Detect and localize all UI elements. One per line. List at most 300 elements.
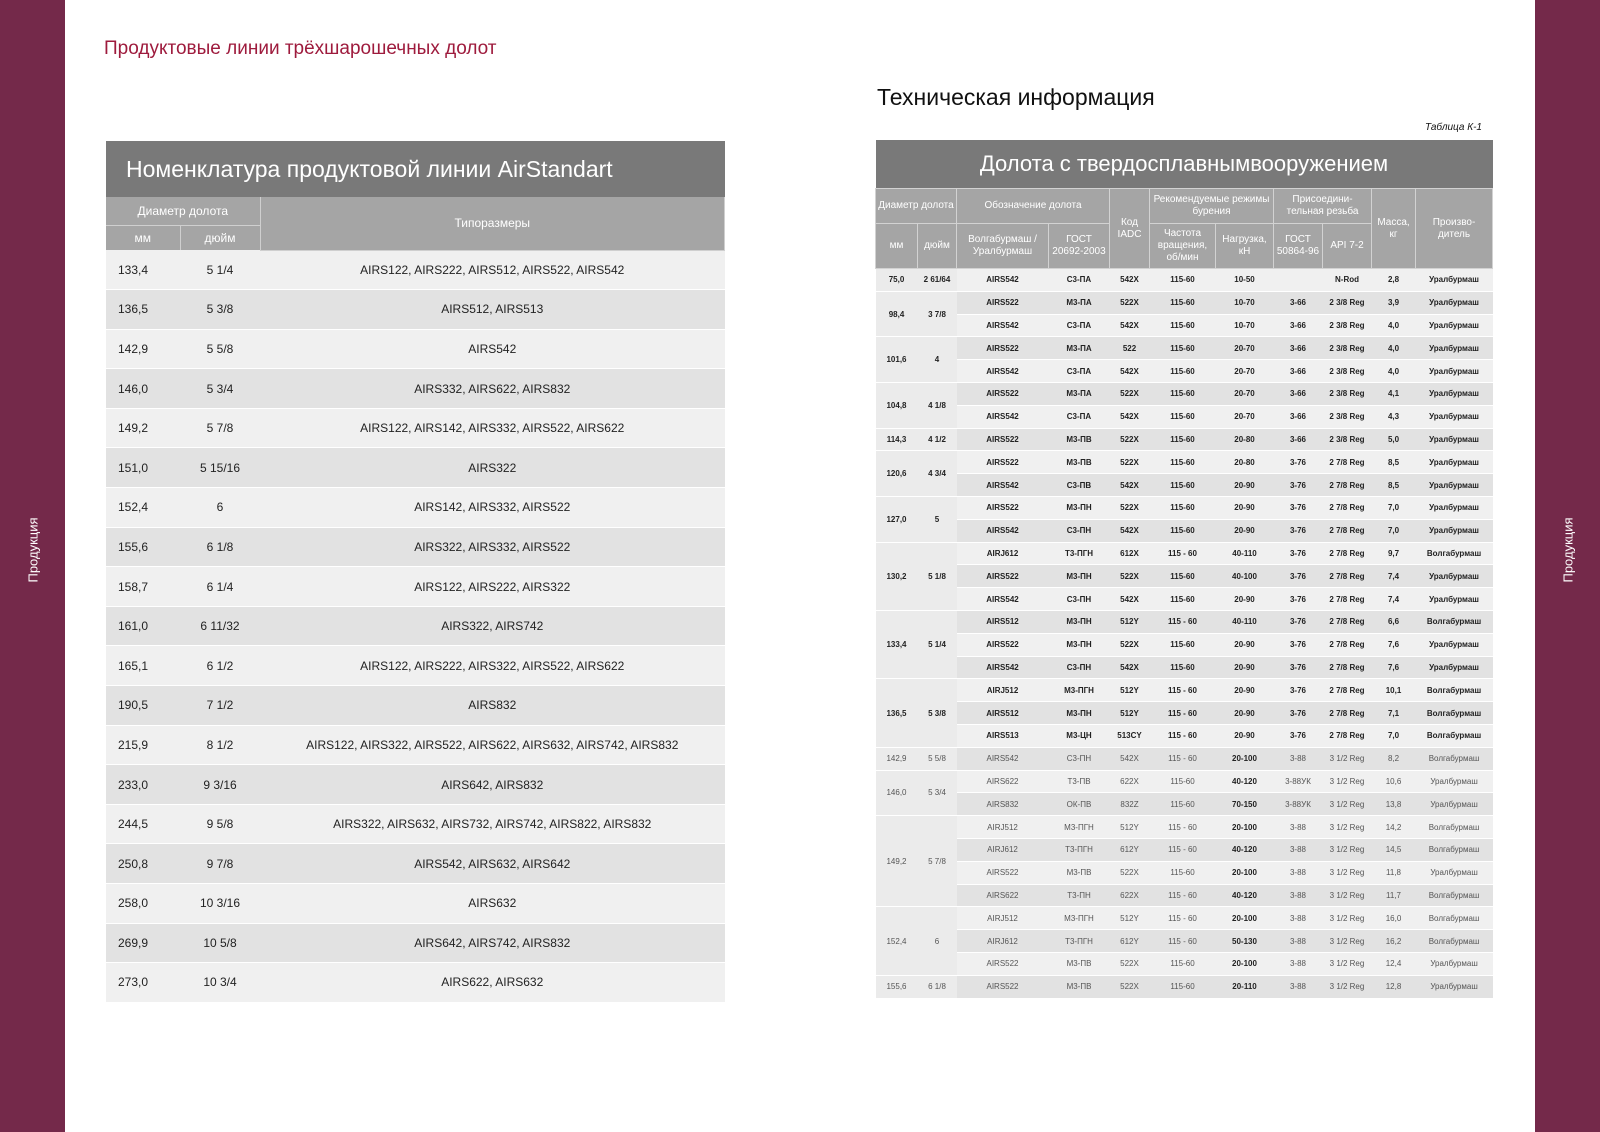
cell-api: 2 3/8 Reg [1323, 405, 1372, 428]
cell-mm: 127,0 [876, 496, 918, 542]
cell-gost: ОК-ПВ [1049, 793, 1110, 816]
table-row [106, 606, 725, 646]
cell-mass: 7,0 [1372, 519, 1416, 542]
cell-model: AIRS542 [957, 405, 1049, 428]
cell-mass: 10,6 [1372, 770, 1416, 793]
cell-inch: 10 5/8 [180, 923, 260, 963]
cell-model: AIRS832 [957, 793, 1049, 816]
cell-mass: 12,8 [1372, 975, 1416, 998]
cell-inch: 5 15/16 [180, 448, 260, 488]
cell-model: AIRS542 [957, 269, 1049, 292]
cell-api: 3 1/2 Reg [1323, 770, 1372, 793]
cell-iadc: 542X [1110, 519, 1150, 542]
cell-inch: 4 [918, 337, 957, 383]
cell-model: AIRS522 [957, 861, 1049, 884]
cell-model: AIRS522 [957, 975, 1049, 998]
cell-maker: Уралбурмаш [1416, 474, 1493, 497]
table-row [876, 496, 1493, 519]
cell-gost: Т3-ПГН [1049, 838, 1110, 861]
cell-iadc: 522X [1110, 975, 1150, 998]
cell-inch: 9 5/8 [180, 804, 260, 844]
cell-gost: М3-ПВ [1049, 975, 1110, 998]
cell-mm: 133,4 [106, 250, 180, 290]
cell-model: AIRS512 [957, 610, 1049, 633]
cell-mass: 8,2 [1372, 747, 1416, 770]
cell-gost: С3-ПА [1049, 269, 1110, 292]
cell-inch: 5 3/4 [918, 770, 957, 816]
col-sizes: Типоразмеры [260, 197, 725, 250]
cell-model: AIRS542 [957, 474, 1049, 497]
cell-rpm: 115-60 [1150, 337, 1216, 360]
table-row [876, 588, 1493, 611]
cell-api: 2 7/8 Reg [1323, 519, 1372, 542]
cell-api: 3 1/2 Reg [1323, 952, 1372, 975]
cell-gost: С3-ПА [1049, 314, 1110, 337]
cell-maker: Уралбурмаш [1416, 633, 1493, 656]
cell-mass: 13,8 [1372, 793, 1416, 816]
cell-maker: Волгабурмаш [1416, 679, 1493, 702]
cell-model: AIRS542 [957, 747, 1049, 770]
table-row [876, 382, 1493, 405]
cell-load: 20-90 [1216, 519, 1274, 542]
cell-maker: Уралбурмаш [1416, 451, 1493, 474]
cell-rpm: 115-60 [1150, 428, 1216, 451]
tech-title: Техническая информация [877, 84, 1155, 110]
table-row [876, 269, 1493, 292]
cell-iadc: 542X [1110, 269, 1150, 292]
tech-table [875, 140, 1493, 999]
cell-mm: 146,0 [876, 770, 918, 816]
cell-sizes: AIRS512, AIRS513 [260, 290, 725, 330]
cell-mm: 244,5 [106, 804, 180, 844]
table-row [876, 816, 1493, 839]
cell-inch: 6 [180, 488, 260, 528]
cell-mass: 7,0 [1372, 724, 1416, 747]
cell-gt: 3-76 [1274, 679, 1323, 702]
cell-sizes: AIRS142, AIRS332, AIRS522 [260, 488, 725, 528]
h-thread: Присоедини-тельная резьба [1274, 189, 1372, 224]
cell-rpm: 115-60 [1150, 382, 1216, 405]
cell-inch: 5 7/8 [918, 816, 957, 907]
cell-maker: Уралбурмаш [1416, 656, 1493, 679]
cell-model: AIRS542 [957, 588, 1049, 611]
cell-rpm: 115 - 60 [1150, 679, 1216, 702]
cell-gost: Т3-ПГН [1049, 542, 1110, 565]
cell-model: AIRS512 [957, 702, 1049, 725]
table-row [106, 725, 725, 765]
cell-inch: 9 3/16 [180, 765, 260, 805]
cell-inch: 4 3/4 [918, 451, 957, 497]
cell-model: AIRS542 [957, 656, 1049, 679]
cell-maker: Волгабурмаш [1416, 610, 1493, 633]
cell-inch: 5 7/8 [180, 408, 260, 448]
cell-gost: М3-ПВ [1049, 451, 1110, 474]
cell-mass: 7,6 [1372, 633, 1416, 656]
cell-inch: 5 1/8 [918, 542, 957, 610]
table-row [876, 519, 1493, 542]
cell-sizes: AIRS122, AIRS222, AIRS512, AIRS522, AIRS542 [260, 250, 725, 290]
cell-load: 20-90 [1216, 656, 1274, 679]
cell-load: 10-50 [1216, 269, 1274, 292]
cell-gt: 3-88 [1274, 884, 1323, 907]
cell-model: AIRJ612 [957, 838, 1049, 861]
cell-maker: Волгабурмаш [1416, 724, 1493, 747]
cell-maker: Уралбурмаш [1416, 405, 1493, 428]
tech-table-body [876, 269, 1493, 999]
table-row [106, 290, 725, 330]
table-row [876, 838, 1493, 861]
cell-load: 40-120 [1216, 884, 1274, 907]
page-heading: Продуктовые линии трёхшарошечных долот [104, 38, 497, 59]
cell-gost: М3-ПВ [1049, 861, 1110, 884]
table-row [106, 804, 725, 844]
cell-load: 70-150 [1216, 793, 1274, 816]
cell-iadc: 512Y [1110, 816, 1150, 839]
cell-inch: 5 1/4 [180, 250, 260, 290]
cell-load: 20-70 [1216, 360, 1274, 383]
cell-inch: 7 1/2 [180, 686, 260, 726]
cell-rpm: 115-60 [1150, 405, 1216, 428]
cell-mass: 2,8 [1372, 269, 1416, 292]
cell-model: AIRS522 [957, 451, 1049, 474]
cell-rpm: 115-60 [1150, 633, 1216, 656]
cell-load: 20-90 [1216, 588, 1274, 611]
cell-gost: М3-ПВ [1049, 428, 1110, 451]
cell-mm: 104,8 [876, 382, 918, 428]
cell-api: 2 7/8 Reg [1323, 610, 1372, 633]
cell-mass: 9,7 [1372, 542, 1416, 565]
cell-mass: 3,9 [1372, 291, 1416, 314]
cell-sizes: AIRS322, AIRS632, AIRS732, AIRS742, AIRS822, AIRS832 [260, 804, 725, 844]
cell-model: AIRJ512 [957, 907, 1049, 930]
cell-iadc: 512Y [1110, 679, 1150, 702]
cell-sizes: AIRS642, AIRS832 [260, 765, 725, 805]
cell-maker: Уралбурмаш [1416, 952, 1493, 975]
cell-mm: 233,0 [106, 765, 180, 805]
cell-gt: 3-88 [1274, 838, 1323, 861]
cell-api: 2 3/8 Reg [1323, 314, 1372, 337]
table-row [876, 656, 1493, 679]
cell-mass: 14,5 [1372, 838, 1416, 861]
cell-iadc: 512Y [1110, 610, 1150, 633]
cell-mass: 11,8 [1372, 861, 1416, 884]
cell-mass: 7,4 [1372, 565, 1416, 588]
cell-maker: Уралбурмаш [1416, 588, 1493, 611]
cell-gost: М3-ПН [1049, 610, 1110, 633]
cell-iadc: 512Y [1110, 907, 1150, 930]
cell-api: 3 1/2 Reg [1323, 975, 1372, 998]
table-row [106, 923, 725, 963]
table-row [876, 360, 1493, 383]
cell-load: 20-90 [1216, 724, 1274, 747]
cell-gt: 3-76 [1274, 702, 1323, 725]
cell-maker: Волгабурмаш [1416, 884, 1493, 907]
cell-inch: 5 3/4 [180, 369, 260, 409]
cell-rpm: 115-60 [1150, 360, 1216, 383]
cell-load: 20-90 [1216, 702, 1274, 725]
cell-mass: 7,4 [1372, 588, 1416, 611]
cell-iadc: 622X [1110, 884, 1150, 907]
cell-rpm: 115-60 [1150, 519, 1216, 542]
cell-gost: М3-ПВ [1049, 952, 1110, 975]
cell-model: AIRS622 [957, 884, 1049, 907]
cell-iadc: 542X [1110, 588, 1150, 611]
cell-inch: 5 [918, 496, 957, 542]
cell-maker: Волгабурмаш [1416, 702, 1493, 725]
cell-inch: 3 7/8 [918, 291, 957, 337]
table-row [876, 702, 1493, 725]
cell-mm: 269,9 [106, 923, 180, 963]
table-row [876, 291, 1493, 314]
cell-gt: 3-88 [1274, 930, 1323, 953]
cell-inch: 4 1/2 [918, 428, 957, 451]
table-row [876, 724, 1493, 747]
cell-model: AIRS522 [957, 428, 1049, 451]
cell-mass: 4,0 [1372, 314, 1416, 337]
table-row [876, 907, 1493, 930]
cell-mass: 16,2 [1372, 930, 1416, 953]
cell-mm: 158,7 [106, 567, 180, 607]
cell-mass: 10,1 [1372, 679, 1416, 702]
cell-inch: 5 3/8 [180, 290, 260, 330]
cell-inch: 5 1/4 [918, 610, 957, 678]
cell-mm: 190,5 [106, 686, 180, 726]
cell-load: 20-80 [1216, 428, 1274, 451]
cell-inch: 2 61/64 [918, 269, 957, 292]
cell-gost: С3-ПА [1049, 360, 1110, 383]
cell-rpm: 115-60 [1150, 291, 1216, 314]
cell-iadc: 513CY [1110, 724, 1150, 747]
cell-api: 3 1/2 Reg [1323, 930, 1372, 953]
cell-iadc: 542X [1110, 314, 1150, 337]
cell-mass: 8,5 [1372, 474, 1416, 497]
table-row [106, 408, 725, 448]
cell-gt: 3-76 [1274, 451, 1323, 474]
cell-gost: М3-ПГН [1049, 816, 1110, 839]
cell-maker: Уралбурмаш [1416, 975, 1493, 998]
cell-gost: М3-ПН [1049, 496, 1110, 519]
cell-maker: Уралбурмаш [1416, 496, 1493, 519]
cell-api: 2 7/8 Reg [1323, 496, 1372, 519]
cell-inch: 6 1/8 [918, 975, 957, 998]
cell-gt: 3-66 [1274, 291, 1323, 314]
cell-gt: 3-76 [1274, 656, 1323, 679]
airstandart-table [106, 141, 725, 1003]
cell-api: 3 1/2 Reg [1323, 861, 1372, 884]
cell-api: 2 7/8 Reg [1323, 542, 1372, 565]
cell-gost: Т3-ПН [1049, 884, 1110, 907]
cell-maker: Волгабурмаш [1416, 816, 1493, 839]
cell-mm: 258,0 [106, 884, 180, 924]
cell-load: 20-110 [1216, 975, 1274, 998]
cell-load: 10-70 [1216, 314, 1274, 337]
table-row [876, 975, 1493, 998]
table-row [876, 337, 1493, 360]
table-row [106, 488, 725, 528]
cell-load: 20-100 [1216, 952, 1274, 975]
cell-sizes: AIRS542, AIRS632, AIRS642 [260, 844, 725, 884]
cell-api: 2 7/8 Reg [1323, 724, 1372, 747]
cell-mm: 133,4 [876, 610, 918, 678]
cell-api: 2 3/8 Reg [1323, 360, 1372, 383]
cell-model: AIRS542 [957, 314, 1049, 337]
cell-mm: 146,0 [106, 369, 180, 409]
h-mm: мм [876, 224, 918, 269]
cell-sizes: AIRS332, AIRS622, AIRS832 [260, 369, 725, 409]
h-modes: Рекомендуемые режимы бурения [1150, 189, 1274, 224]
cell-rpm: 115-60 [1150, 451, 1216, 474]
cell-rpm: 115-60 [1150, 975, 1216, 998]
cell-gost: М3-ПА [1049, 382, 1110, 405]
cell-gost: Т3-ПГН [1049, 930, 1110, 953]
table-row [106, 884, 725, 924]
cell-api: 2 7/8 Reg [1323, 679, 1372, 702]
tech-table-title: Долота с твердосплавнымвооружением [876, 140, 1493, 189]
cell-inch: 6 11/32 [180, 606, 260, 646]
cell-load: 20-100 [1216, 816, 1274, 839]
cell-load: 20-70 [1216, 405, 1274, 428]
cell-rpm: 115-60 [1150, 588, 1216, 611]
cell-gt: 3-76 [1274, 633, 1323, 656]
cell-gost: М3-ПА [1049, 291, 1110, 314]
cell-mm: 136,5 [106, 290, 180, 330]
cell-load: 40-110 [1216, 610, 1274, 633]
cell-iadc: 542X [1110, 405, 1150, 428]
cell-gt: 3-88 [1274, 747, 1323, 770]
table-row [876, 428, 1493, 451]
cell-rpm: 115 - 60 [1150, 542, 1216, 565]
cell-maker: Уралбурмаш [1416, 382, 1493, 405]
cell-sizes: AIRS622, AIRS632 [260, 963, 725, 1003]
cell-gt: 3-88 [1274, 952, 1323, 975]
cell-api: 2 3/8 Reg [1323, 291, 1372, 314]
cell-gt: 3-66 [1274, 314, 1323, 337]
h-gost: ГОСТ 20692-2003 [1049, 224, 1110, 269]
cell-maker: Волгабурмаш [1416, 930, 1493, 953]
table-row [106, 963, 725, 1003]
col-mm: мм [106, 226, 180, 251]
cell-api: 3 1/2 Reg [1323, 793, 1372, 816]
cell-rpm: 115-60 [1150, 793, 1216, 816]
cell-gost: М3-ЦН [1049, 724, 1110, 747]
cell-maker: Уралбурмаш [1416, 314, 1493, 337]
cell-mass: 12,4 [1372, 952, 1416, 975]
cell-sizes: AIRS322, AIRS742 [260, 606, 725, 646]
cell-api: 2 3/8 Reg [1323, 382, 1372, 405]
cell-rpm: 115 - 60 [1150, 930, 1216, 953]
cell-inch: 10 3/4 [180, 963, 260, 1003]
cell-iadc: 522X [1110, 291, 1150, 314]
h-rpm: Частота вращения, об/мин [1150, 224, 1216, 269]
cell-mass: 7,0 [1372, 496, 1416, 519]
cell-gt: 3-76 [1274, 610, 1323, 633]
table-row [876, 633, 1493, 656]
cell-rpm: 115-60 [1150, 474, 1216, 497]
cell-gost: М3-ПН [1049, 702, 1110, 725]
cell-gt: 3-88 [1274, 907, 1323, 930]
table-row [106, 567, 725, 607]
table-row [106, 448, 725, 488]
cell-load: 20-100 [1216, 747, 1274, 770]
cell-sizes: AIRS122, AIRS222, AIRS322, AIRS522, AIRS622 [260, 646, 725, 686]
cell-model: AIRS522 [957, 382, 1049, 405]
cell-mass: 7,1 [1372, 702, 1416, 725]
col-diameter: Диаметр долота [106, 197, 260, 226]
cell-mm: 152,4 [106, 488, 180, 528]
cell-iadc: 542X [1110, 474, 1150, 497]
cell-mm: 120,6 [876, 451, 918, 497]
cell-inch: 5 3/8 [918, 679, 957, 747]
cell-model: AIRJ612 [957, 542, 1049, 565]
cell-iadc: 522X [1110, 952, 1150, 975]
cell-load: 20-90 [1216, 633, 1274, 656]
cell-maker: Волгабурмаш [1416, 542, 1493, 565]
cell-rpm: 115 - 60 [1150, 907, 1216, 930]
cell-iadc: 522X [1110, 565, 1150, 588]
cell-mm: 151,0 [106, 448, 180, 488]
cell-rpm: 115-60 [1150, 952, 1216, 975]
cell-load: 20-90 [1216, 496, 1274, 519]
cell-mass: 16,0 [1372, 907, 1416, 930]
h-iadc: Код IADC [1110, 189, 1150, 269]
cell-api: 2 7/8 Reg [1323, 656, 1372, 679]
cell-mm: 130,2 [876, 542, 918, 610]
cell-gost: С3-ПН [1049, 656, 1110, 679]
cell-iadc: 522X [1110, 451, 1150, 474]
cell-gost: М3-ПН [1049, 565, 1110, 588]
cell-model: AIRS522 [957, 337, 1049, 360]
h-volga: Волгабурмаш / Уралбурмаш [957, 224, 1049, 269]
table-row [106, 329, 725, 369]
cell-load: 20-90 [1216, 679, 1274, 702]
cell-sizes: AIRS122, AIRS222, AIRS322 [260, 567, 725, 607]
cell-model: AIRJ612 [957, 930, 1049, 953]
cell-load: 20-100 [1216, 861, 1274, 884]
cell-gt: 3-76 [1274, 542, 1323, 565]
cell-api: 2 7/8 Reg [1323, 474, 1372, 497]
cell-model: AIRS522 [957, 633, 1049, 656]
cell-mm: 142,9 [106, 329, 180, 369]
cell-gt: 3-76 [1274, 474, 1323, 497]
cell-gost: М3-ПА [1049, 337, 1110, 360]
cell-mass: 4,0 [1372, 337, 1416, 360]
table-row [876, 747, 1493, 770]
cell-mm: 114,3 [876, 428, 918, 451]
cell-rpm: 115 - 60 [1150, 610, 1216, 633]
cell-mm: 273,0 [106, 963, 180, 1003]
cell-rpm: 115 - 60 [1150, 838, 1216, 861]
cell-mass: 4,0 [1372, 360, 1416, 383]
cell-gost: С3-ПН [1049, 747, 1110, 770]
cell-rpm: 115-60 [1150, 314, 1216, 337]
cell-model: AIRS522 [957, 952, 1049, 975]
cell-model: AIRS622 [957, 770, 1049, 793]
table-row [876, 405, 1493, 428]
cell-rpm: 115-60 [1150, 269, 1216, 292]
cell-rpm: 115 - 60 [1150, 816, 1216, 839]
cell-sizes: AIRS322 [260, 448, 725, 488]
cell-gt: 3-76 [1274, 588, 1323, 611]
left-side-band [0, 0, 65, 1132]
cell-maker: Уралбурмаш [1416, 519, 1493, 542]
cell-inch: 6 1/8 [180, 527, 260, 567]
cell-model: AIRJ512 [957, 679, 1049, 702]
table-row [876, 770, 1493, 793]
cell-mm: 250,8 [106, 844, 180, 884]
cell-iadc: 542X [1110, 656, 1150, 679]
h-diameter: Диаметр долота [876, 189, 957, 224]
table-row [876, 930, 1493, 953]
